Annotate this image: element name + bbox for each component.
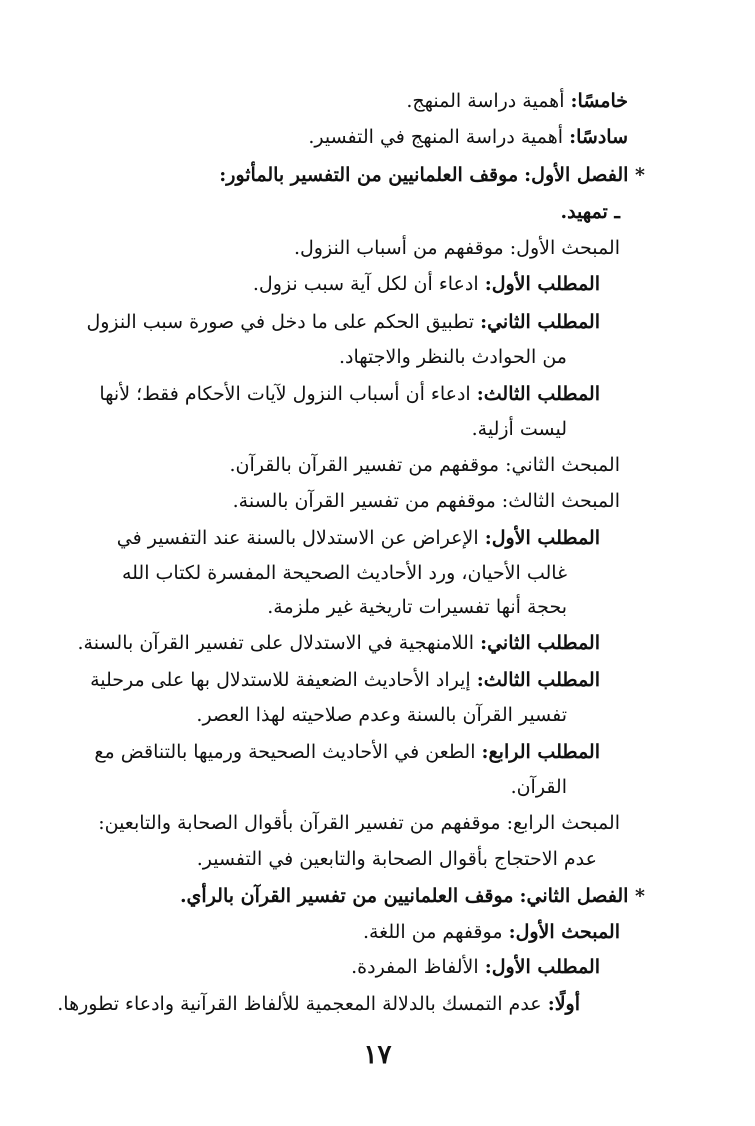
toc-text: أهمية دراسة المنهج في التفسير. [308, 126, 564, 148]
toc-line [308, 124, 628, 150]
toc-text: الطعن في الأحاديث الصحيحة ورميها بالتناقض مع [94, 741, 476, 763]
toc-text: القرآن. [510, 776, 567, 798]
toc-text: موقفهم من اللغة. [362, 921, 503, 943]
toc-label: المطلب الأول: [484, 527, 600, 549]
toc-line [560, 199, 620, 225]
toc-line [363, 919, 620, 945]
toc-label: ـ تمهيد. [560, 201, 620, 223]
toc-line [78, 630, 600, 656]
toc-line [99, 381, 600, 407]
toc-line [90, 667, 600, 693]
toc-label: أولًا: [547, 993, 580, 1015]
toc-line [122, 560, 567, 586]
toc-label: المبحث الأول: [508, 921, 620, 943]
toc-text: من الحوادث بالنظر والاجتهاد. [338, 346, 567, 368]
toc-label: * الفصل الثاني: [519, 885, 645, 907]
toc-line [196, 702, 567, 728]
toc-text: اللامنهجية في الاستدلال على تفسير القرآن بالسنة. [77, 632, 475, 654]
toc-label: المطلب الأول: [484, 273, 600, 295]
toc-line [511, 774, 567, 800]
toc-line [267, 594, 567, 620]
toc-text: ادعاء أن أسباب النزول لآيات الأحكام فقط؛ لأنها [99, 383, 471, 405]
toc-label: المطلب الثالث: [476, 669, 600, 691]
toc-line [98, 810, 620, 836]
toc-text: إيراد الأحاديث الضعيفة للاستدلال بها على مرحلية [90, 669, 471, 691]
toc-text: موقف العلمانيين من تفسير القرآن بالرأي. [179, 885, 514, 907]
page-number: ١٧ [363, 1040, 392, 1070]
toc-label: المطلب الثالث: [476, 383, 600, 405]
toc-text: موقف العلمانيين من التفسير بالمأثور: [219, 164, 519, 186]
toc-text: الإعراض عن الاستدلال بالسنة عند التفسير في [116, 527, 479, 549]
toc-line [472, 416, 567, 442]
toc-line [406, 88, 628, 114]
toc-text: تفسير القرآن بالسنة وعدم صلاحيته لهذا العصر. [196, 704, 567, 726]
toc-line [253, 271, 600, 297]
toc-text: غالب الأحيان، ورد الأحاديث الصحيحة المفسرة لكتاب الله [121, 562, 567, 584]
toc-line [117, 525, 600, 551]
toc-text: المبحث الثالث: موقفهم من تفسير القرآن بالسنة. [232, 490, 620, 512]
toc-line [230, 452, 620, 478]
toc-label: المطلب الرابع: [481, 741, 600, 763]
toc-line [86, 309, 600, 335]
toc-label: خامسًا: [570, 90, 628, 112]
toc-text: تطبيق الحكم على ما دخل في صورة سبب النزول [86, 311, 475, 333]
toc-text: المبحث الرابع: موقفهم من تفسير القرآن بأقوال الصحابة والتابعين: [98, 812, 620, 834]
toc-label: المطلب الثاني: [480, 311, 600, 333]
toc-line [351, 954, 600, 980]
toc-line [294, 235, 620, 261]
toc-label: سادسًا: [569, 126, 628, 148]
toc-text: أهمية دراسة المنهج. [406, 90, 565, 112]
toc-line [219, 162, 645, 188]
toc-text: المبحث الأول: موقفهم من أسباب النزول. [293, 237, 620, 259]
toc-text: ادعاء أن لكل آية سبب نزول. [252, 273, 479, 295]
toc-text: بحجة أنها تفسيرات تاريخية غير ملزمة. [267, 596, 567, 618]
toc-line [339, 344, 567, 370]
toc-text: ليست أزلية. [471, 418, 567, 440]
toc-label: * الفصل الأول: [524, 164, 645, 186]
toc-label: المطلب الأول: [484, 956, 600, 978]
toc-text: الألفاظ المفردة. [351, 956, 479, 978]
toc-line [57, 991, 580, 1017]
toc-line [233, 488, 620, 514]
toc-text: المبحث الثاني: موقفهم من تفسير القرآن بالقرآن. [229, 454, 620, 476]
toc-line [180, 883, 645, 909]
toc-line [94, 739, 600, 765]
toc-label: المطلب الثاني: [480, 632, 600, 654]
toc-text: عدم التمسك بالدلالة المعجمية للألفاظ القرآنية وادعاء تطورها. [57, 993, 542, 1015]
toc-text: عدم الاحتجاج بأقوال الصحابة والتابعين في التفسير. [196, 848, 597, 870]
toc-line [197, 846, 597, 872]
